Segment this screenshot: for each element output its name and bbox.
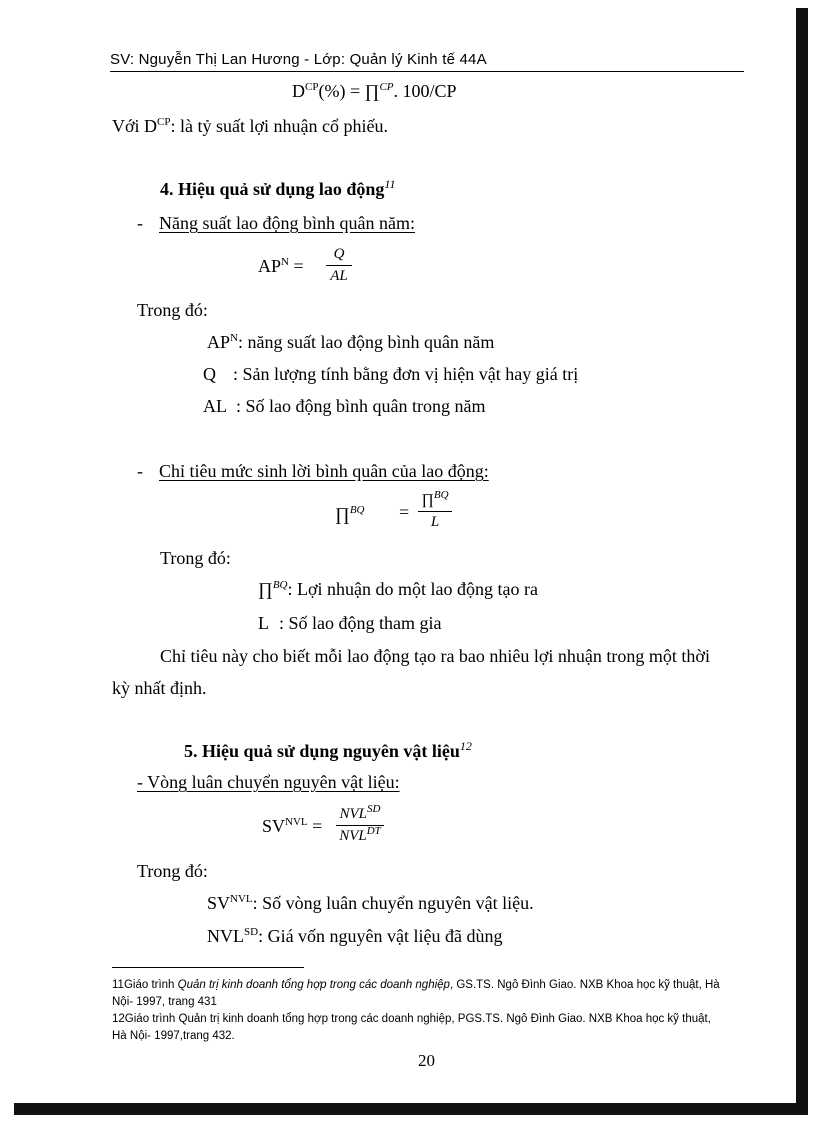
section-5-heading: 5. Hiệu quả sử dụng nguyên vật liệu$^{12}$ [184,739,472,761]
bullet-profit-per-worker: - Chỉ tiêu mức sinh lời bình quân của lao động: [137,461,489,481]
dcp-note: Với $D^{CP}$: là tỷ suất lợi nhuận cổ phiếu. [112,116,388,136]
pbq-fraction: ∏$^{BQ}$ L [418,492,452,531]
dcp-formula: $D^{CP}(\%)$ = ∏$^{CP}$. 100/CP [292,81,457,101]
footnote-rule [112,967,304,968]
footnote-ref-11[interactable]: 11 [384,177,396,191]
running-header: SV: Nguyễn Thị Lan Hương - Lớp: Quản lý Kinh tế 44A [110,51,487,68]
where-label-2: Trong đó: [160,548,231,568]
apn-fraction: Q AL [326,246,352,285]
section-4-heading: 4. Hiệu quả sử dụng lao động$^{11}$ [160,177,396,199]
where-label-3: Trong đó: [137,861,208,881]
pbq-equals: = [399,502,410,522]
paragraph-line-1: Chỉ tiêu này cho biết mỗi lao động tạo ra bao nhiêu lợi nhuận trong một thời [160,646,710,666]
footnote-11: 11Giáo trình Quản trị kinh doanh tổng hợp trong các doanh nghiệp, GS.TS. Ngô Đình Giao. NXB Khoa học kỹ thuật, Hà Nội- 1997, trang 431 [112,979,720,1008]
paragraph-line-2: kỳ nhất định. [112,678,207,698]
apn-formula-lhs: $AP^N$ = [258,256,304,276]
bullet-material-turnover: - Vòng luân chuyển nguyên vật liệu: [137,772,400,792]
def-q: Q : Sản lượng tính bằng đơn vị hiện vật hay giá trị [203,364,579,384]
def-apn: $AP^N$: năng suất lao động bình quân năm [207,332,495,352]
bullet-labor-productivity: - Năng suất lao động bình quân năm: [137,213,415,233]
sv-fraction: $NVL^{SD}$ $NVL^{DT}$ [336,806,384,845]
where-label-1: Trong đó: [137,300,208,320]
pbq-formula-lhs: ∏$^{BQ}$ [335,504,365,524]
def-pbq: ∏$^{BQ}$: Lợi nhuận do một lao động tạo ra [258,579,538,599]
page-shadow-right [796,8,808,1108]
header-rule [110,71,744,72]
def-al: AL : Số lao động bình quân trong năm [203,396,486,416]
footnote-12: 12Giáo trình Quản trị kinh doanh tổng hợp trong các doanh nghiệp, PGS.TS. Ngô Đình Giao. NXB Khoa học kỹ thuật, Hà Nội- 1997,trang 432. [112,1013,711,1042]
footnote-ref-12[interactable]: 12 [459,739,472,753]
def-nvl-sd: $NVL^{SD}$: Giá vốn nguyên vật liệu đã dùng [207,926,503,946]
page-shadow-bottom [14,1103,808,1115]
page-number: 20 [418,1051,435,1070]
def-l: L : Số lao động tham gia [258,613,442,633]
def-sv-nvl: $SV^{NVL}$: Số vòng luân chuyển nguyên vật liệu. [207,893,534,913]
sv-formula-lhs: $SV^{NVL}$ = [262,816,323,836]
